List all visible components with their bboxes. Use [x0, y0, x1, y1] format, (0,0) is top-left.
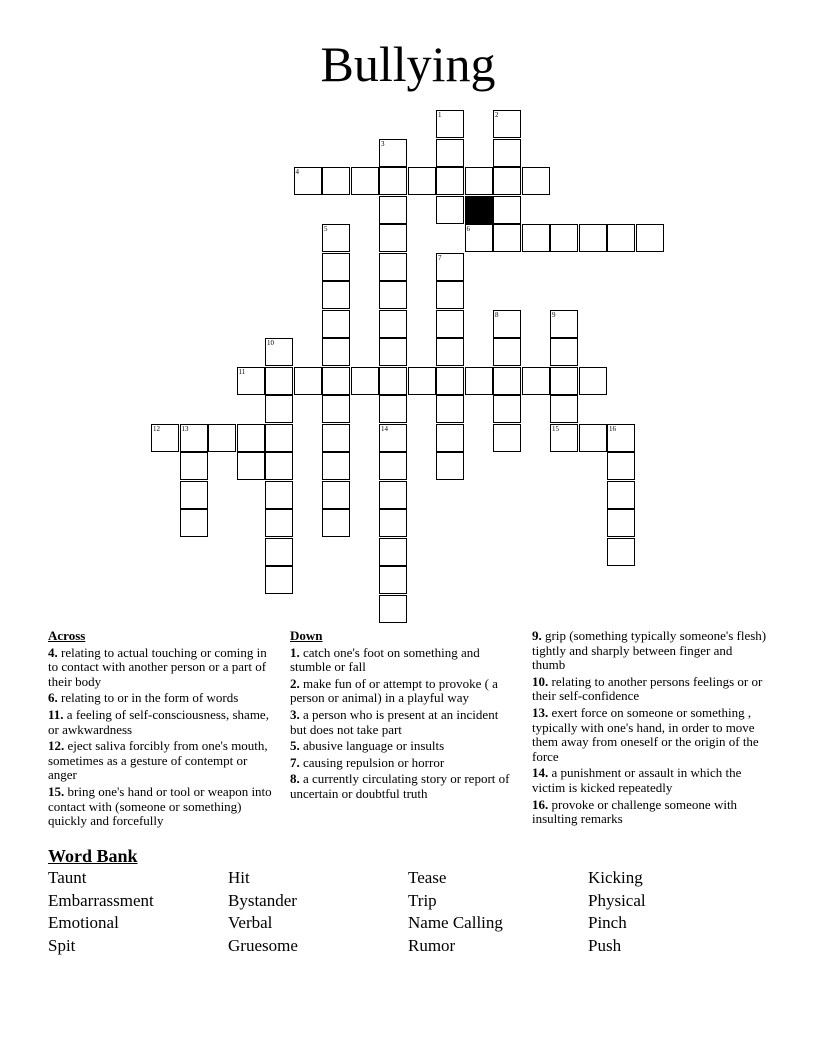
clue: [48, 691, 278, 706]
clue-text: a currently circulating story or report of uncertain or doubtful truth: [290, 771, 510, 801]
grid-cell[interactable]: [436, 424, 464, 452]
grid-cell[interactable]: [237, 424, 265, 452]
clue-number: 5: [324, 225, 328, 233]
clue-number: 1: [438, 111, 442, 119]
clue-number: 9.: [532, 628, 542, 643]
grid-cell[interactable]: [351, 367, 379, 395]
clue-number: 5.: [290, 738, 300, 754]
clue-text: causing repulsion or horror: [299, 754, 445, 770]
grid-cell[interactable]: [408, 367, 436, 395]
grid-cell[interactable]: [180, 509, 208, 537]
down-clue-list-continued: [532, 629, 768, 827]
clue-number: 8.: [290, 771, 300, 787]
clue-number: 3: [381, 139, 385, 148]
grid-cell[interactable]: [237, 367, 265, 395]
grid-cell[interactable]: [607, 424, 635, 452]
grid-cell[interactable]: [522, 224, 550, 252]
grid-cell[interactable]: [379, 367, 407, 395]
grid-cell[interactable]: [436, 281, 464, 309]
grid-cell[interactable]: [265, 481, 293, 509]
grid-cell[interactable]: [550, 224, 578, 252]
clue: [48, 708, 278, 737]
grid-cell[interactable]: [379, 509, 407, 537]
grid-cell[interactable]: [322, 310, 350, 338]
clue: [532, 706, 768, 764]
grid-cell[interactable]: [322, 253, 350, 281]
grid-cell[interactable]: [436, 167, 464, 195]
grid-cell[interactable]: [379, 139, 407, 167]
grid-block: [465, 196, 493, 224]
grid-cell[interactable]: [322, 509, 350, 537]
grid-cell[interactable]: [322, 167, 350, 195]
grid-cell[interactable]: [465, 224, 493, 252]
clue-number: 14: [381, 424, 388, 433]
grid-cell[interactable]: [607, 481, 635, 509]
grid-cell[interactable]: [322, 281, 350, 309]
word-bank-word: Physical: [588, 890, 646, 910]
grid-cell[interactable]: [379, 424, 407, 452]
clue-number: 16.: [532, 796, 549, 812]
grid-cell[interactable]: [436, 139, 464, 167]
clue-text: relating to or in the form of words: [57, 690, 239, 706]
grid-cell[interactable]: [265, 509, 293, 537]
grid-cell[interactable]: [493, 224, 521, 252]
grid-cell[interactable]: [436, 110, 464, 138]
grid-cell[interactable]: [180, 481, 208, 509]
clue: [290, 677, 518, 706]
grid-cell[interactable]: [493, 424, 521, 452]
grid-cell[interactable]: [379, 281, 407, 309]
clue-number: 12: [153, 424, 160, 433]
clue: [48, 646, 278, 690]
clue-text: relating to actual touching or coming in to contact with another person or a part of their body: [48, 644, 267, 689]
clue: [290, 772, 518, 801]
grid-cell[interactable]: [322, 452, 350, 480]
grid-cell[interactable]: [379, 310, 407, 338]
grid-cell[interactable]: [294, 167, 322, 195]
grid-cell[interactable]: [522, 167, 550, 195]
clue-text: make fun of or attempt to provoke ( a person or animal) in a playful way: [290, 675, 498, 706]
clue-number: 6: [466, 225, 470, 233]
grid-cell[interactable]: [379, 566, 407, 594]
grid-cell[interactable]: [379, 452, 407, 480]
grid-cell[interactable]: [493, 310, 521, 338]
clue-number: 7.: [290, 754, 300, 770]
grid-cell[interactable]: [550, 424, 578, 452]
grid-cell[interactable]: [265, 424, 293, 452]
down-clues: [290, 629, 518, 804]
clue-text: a feeling of self-consciousness, shame, or awkwardness: [48, 706, 269, 737]
grid-cell[interactable]: [579, 224, 607, 252]
grid-cell[interactable]: [180, 424, 208, 452]
grid-cell[interactable]: [265, 395, 293, 423]
word-bank-word: Gruesome: [228, 936, 298, 956]
grid-cell[interactable]: [436, 367, 464, 395]
clue-number: 11.: [48, 706, 64, 722]
clue-text: a person who is present at an incident but does not take part: [290, 706, 499, 737]
grid-cell[interactable]: [579, 367, 607, 395]
grid-cell[interactable]: [607, 538, 635, 566]
clue: [532, 766, 768, 795]
grid-cell[interactable]: [436, 253, 464, 281]
word-bank-word: Embarrassment: [48, 890, 154, 910]
grid-cell[interactable]: [322, 424, 350, 452]
grid-cell[interactable]: [579, 424, 607, 452]
clue-number: 10: [267, 339, 274, 347]
clue-number: 15.: [48, 783, 65, 799]
clue-text: relating to another persons feelings or or their self-confidence: [532, 673, 763, 704]
grid-cell[interactable]: [351, 167, 379, 195]
word-bank-word: Hit: [228, 868, 250, 887]
page-title: Bullying: [320, 36, 496, 92]
grid-cell[interactable]: [379, 167, 407, 195]
grid-cell[interactable]: [379, 196, 407, 224]
across-clues: [48, 629, 278, 831]
grid-cell[interactable]: [151, 424, 179, 452]
grid-cell[interactable]: [322, 338, 350, 366]
grid-cell[interactable]: [493, 338, 521, 366]
clue-number: 4: [295, 168, 299, 176]
clue: [532, 629, 768, 673]
clue-text: exert force on someone or something , typically with one's hand, in order to move them away from oneself or the origin of the force: [532, 704, 759, 764]
word-bank-word: Trip: [408, 890, 437, 910]
clue-text: bring one's hand or tool or weapon into contact with (someone or something) quickly and forcefully: [48, 783, 272, 829]
grid-cell[interactable]: [322, 395, 350, 423]
grid-cell[interactable]: [493, 367, 521, 395]
grid-cell[interactable]: [607, 224, 635, 252]
clue-text: provoke or challenge someone with insulting remarks: [532, 796, 738, 827]
grid-cell[interactable]: [607, 452, 635, 480]
clue: [290, 756, 518, 771]
grid-cell[interactable]: [436, 452, 464, 480]
clue: [290, 739, 518, 754]
clue-number: 11: [238, 367, 246, 376]
grid-cell[interactable]: [237, 452, 265, 480]
clue-number: 15: [552, 424, 559, 433]
word-bank-word: Bystander: [228, 890, 297, 910]
down-heading: Down: [290, 628, 323, 643]
clue-text: eject saliva forcibly from one's mouth, sometimes as a gesture of contempt or anger: [48, 738, 268, 783]
clue-number: 2: [495, 111, 499, 119]
clue-number: 13: [181, 424, 189, 433]
grid-cell[interactable]: [265, 452, 293, 480]
across-heading: Across: [48, 628, 86, 643]
word-bank-word: Push: [588, 936, 622, 956]
clue-number: 13.: [532, 704, 549, 720]
grid-cell[interactable]: [436, 310, 464, 338]
clue-number: 7: [438, 253, 442, 262]
clue: [290, 708, 518, 737]
grid-cell[interactable]: [379, 338, 407, 366]
grid-cell[interactable]: [493, 139, 521, 167]
grid-cell[interactable]: [322, 481, 350, 509]
word-bank-word: Tease: [408, 868, 447, 887]
grid-cell[interactable]: [550, 367, 578, 395]
grid-cell[interactable]: [550, 338, 578, 366]
grid-cell[interactable]: [465, 167, 493, 195]
grid-cell[interactable]: [493, 167, 521, 195]
grid-cell[interactable]: [379, 395, 407, 423]
grid-cell[interactable]: [379, 538, 407, 566]
down-clues-continued: [532, 629, 768, 829]
word-bank-word: Emotional: [48, 913, 119, 933]
grid-cell[interactable]: [465, 367, 493, 395]
clue-text: catch one's foot on something and stumble or fall: [290, 644, 480, 675]
clue-number: 12.: [48, 738, 65, 754]
grid-cell[interactable]: [208, 424, 236, 452]
clue-number: 6.: [48, 690, 58, 706]
clue-text: abusive language or insults: [299, 738, 445, 754]
grid-cell[interactable]: [607, 509, 635, 537]
across-clue-list: [48, 646, 278, 829]
clue-number: 8: [495, 310, 499, 319]
clue: [532, 675, 768, 704]
grid-cell[interactable]: [322, 224, 350, 252]
grid-cell[interactable]: [265, 538, 293, 566]
clue-number: 16: [609, 424, 616, 433]
grid-cell[interactable]: [265, 566, 293, 594]
grid-cell[interactable]: [636, 224, 664, 252]
grid-cell[interactable]: [493, 110, 521, 138]
word-bank-word: Pinch: [588, 913, 627, 933]
grid-cell[interactable]: [379, 253, 407, 281]
grid-cell[interactable]: [265, 367, 293, 395]
grid-cell[interactable]: [180, 452, 208, 480]
grid-cell[interactable]: [436, 196, 464, 224]
clue-number: 14.: [532, 765, 549, 781]
grid-cell[interactable]: [493, 196, 521, 224]
grid-cell[interactable]: [408, 167, 436, 195]
clue-number: 9: [552, 310, 556, 319]
word-bank-word: Name Calling: [408, 913, 503, 933]
clue-number: 3.: [290, 706, 300, 722]
word-bank-word: Verbal: [228, 913, 273, 933]
grid-cell[interactable]: [436, 338, 464, 366]
down-clue-list: [290, 646, 518, 802]
clue-number: 10.: [532, 673, 549, 689]
word-bank-word: Spit: [48, 936, 76, 956]
clue-text: grip (something typically someone's flesh) tightly and sharply between finger and thumb: [532, 628, 767, 673]
grid-cell[interactable]: [379, 481, 407, 509]
clue-text: a punishment or assault in which the victim is kicked repeatedly: [532, 765, 742, 795]
grid-cell[interactable]: [436, 395, 464, 423]
clue: [290, 646, 518, 675]
grid-cell[interactable]: [550, 395, 578, 423]
clue: [532, 798, 768, 827]
grid-cell[interactable]: [493, 395, 521, 423]
clue-number: 4.: [48, 644, 58, 660]
clue-number: 2.: [290, 675, 300, 691]
grid-cell[interactable]: [522, 367, 550, 395]
word-bank-word: Kicking: [588, 868, 643, 887]
grid-cell[interactable]: [379, 595, 407, 623]
word-bank-word: Taunt: [48, 868, 87, 887]
clue: [48, 739, 278, 783]
grid-cell[interactable]: [294, 367, 322, 395]
grid-cell[interactable]: [379, 224, 407, 252]
word-bank-word: Rumor: [408, 936, 456, 956]
word-bank-title: Word Bank: [48, 846, 138, 866]
grid-cell[interactable]: [550, 310, 578, 338]
grid-cell[interactable]: [322, 367, 350, 395]
grid-cell[interactable]: [265, 338, 293, 366]
clue-number: 1.: [290, 644, 300, 660]
clue: [48, 785, 278, 829]
